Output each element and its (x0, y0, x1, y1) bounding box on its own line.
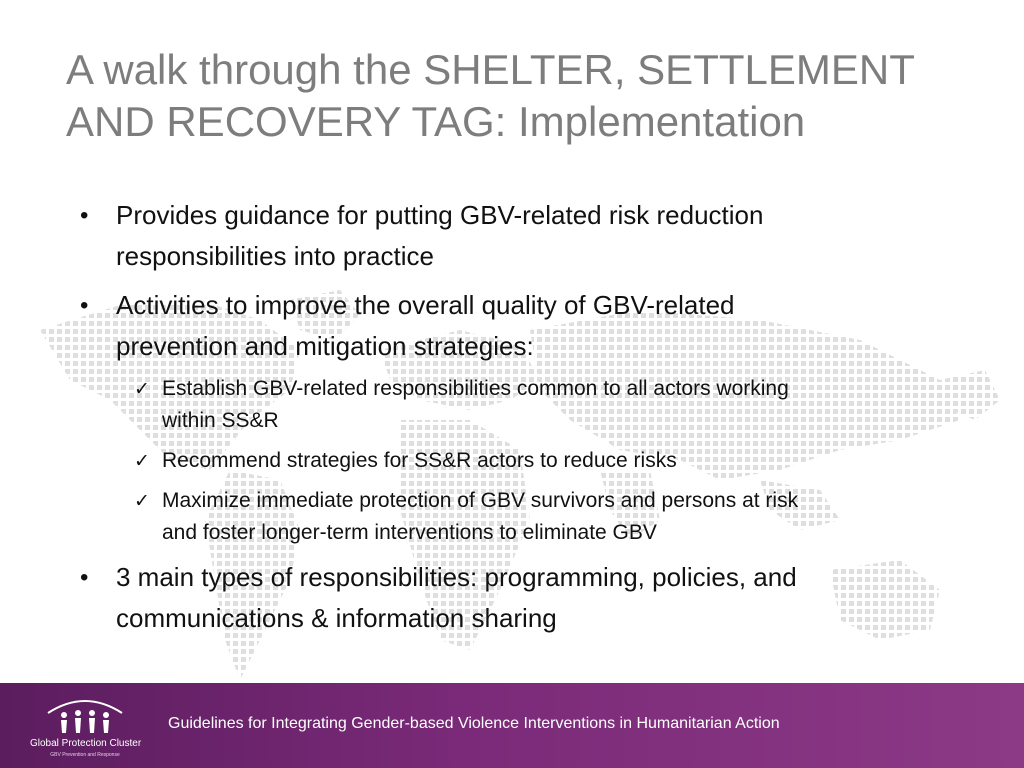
checkmark-icon: ✓ (134, 378, 150, 400)
footer-text: Guidelines for Integrating Gender-based Violence Interventions in Humanitarian Action (168, 715, 780, 732)
bullet-item-responsibility-types (78, 557, 958, 639)
people-arc-icon (40, 695, 130, 737)
bullet-text-line-2: responsibilities into practice (116, 241, 434, 271)
bullet-item-guidance (78, 195, 958, 277)
bullet-text-line-2: communications & information sharing (116, 603, 557, 633)
slide-title-line-2: AND RECOVERY TAG: Implementation (66, 98, 806, 145)
bullet-dot-icon: • (80, 564, 89, 591)
checkmark-icon: ✓ (134, 450, 150, 472)
bullet-text-line-1: Provides guidance for putting GBV-related risk reduction (116, 200, 764, 230)
bullet-list (78, 195, 958, 639)
bullet-text-line-2: prevention and mitigation strategies: (116, 331, 534, 361)
bullet-text-line-1: 3 main types of responsibilities: programming, policies, and (116, 562, 797, 592)
sub-bullet-text-line-1: Maximize immediate protection of GBV survivors and persons at risk (162, 489, 799, 512)
footer-bar (0, 683, 1024, 768)
slide-title-line-1: A walk through the SHELTER, SETTLEMENT (66, 46, 915, 93)
bullet-item-activities (78, 285, 958, 549)
sub-bullet-text-line-2: within SS&R (162, 409, 279, 432)
sub-bullet-maximize (124, 485, 958, 549)
sub-bullet-text-line-1: Recommend strategies for SS&R actors to reduce risks (162, 449, 677, 472)
bullet-text-line-1: Activities to improve the overall quality of GBV-related (116, 290, 735, 320)
sub-bullet-list (116, 373, 958, 549)
checkmark-icon: ✓ (134, 490, 150, 512)
sub-bullet-text-line-2: and foster longer-term interventions to eliminate GBV (162, 521, 657, 544)
sub-bullet-text-line-1: Establish GBV-related responsibilities common to all actors working (162, 377, 789, 400)
sub-bullet-establish (124, 373, 958, 437)
sub-bullet-recommend (124, 445, 958, 477)
bullet-dot-icon: • (80, 292, 89, 319)
logo-subtitle: GBV Prevention and Response (50, 752, 120, 758)
global-protection-cluster-logo (30, 693, 140, 763)
logo-title: Global Protection Cluster (30, 738, 142, 749)
slide-title (66, 44, 966, 148)
bullet-dot-icon: • (80, 202, 89, 229)
